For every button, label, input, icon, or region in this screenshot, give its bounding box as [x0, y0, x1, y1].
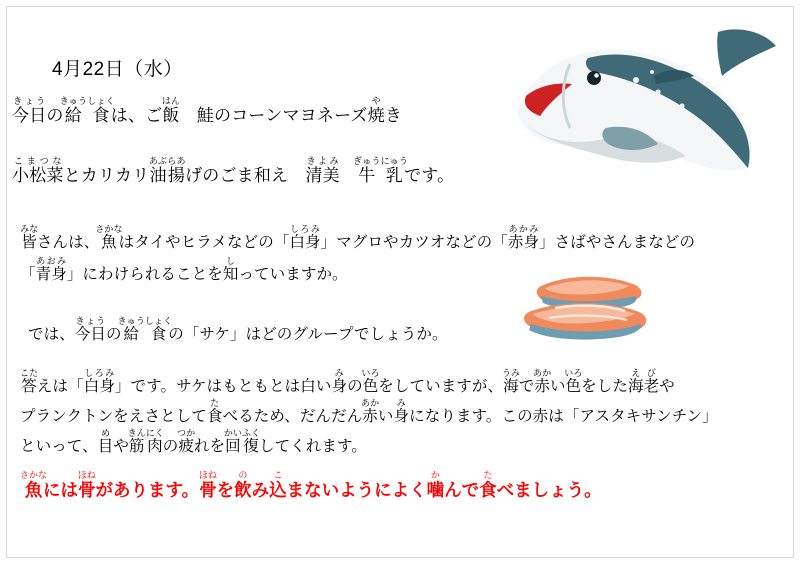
ruby-kyou: 今日きょう — [12, 96, 47, 125]
ruby-shiromi-1: 白身しろみ — [289, 224, 321, 251]
ruby-kyuushoku: 給食きゅうしょく — [59, 96, 115, 125]
body-line-6: といって、目めや筋肉きんにくの疲つかれを回復かいふくしてくれます。 — [20, 428, 367, 455]
date-line: 4月22日（水） — [52, 59, 183, 80]
ruby-ta-2: 食た — [479, 470, 497, 500]
warning-line: 魚さかなには骨ほねがあります。骨ほねを飲のみ込こまないようによく噛かんで食たべましょう。 — [20, 470, 602, 500]
salmon-fillet-illustration — [515, 268, 655, 348]
ruby-aka: 赤あか — [533, 368, 552, 395]
body-line-1: 皆みなさんは、魚さかなはタイやヒラメなどの「白身しろみ」マグロやカツオなどの「赤身あかみ」さばやさんまなどの — [20, 224, 696, 251]
ruby-iro-2: 色いろ — [564, 368, 583, 395]
ruby-shiromi-2: 白身しろみ — [83, 368, 115, 395]
ruby-gyuunyuu: 牛乳ぎゅうにゅう — [353, 156, 409, 185]
ruby-hone: 骨ほね — [77, 470, 96, 500]
ruby-kiyomi: 清美きよみ — [305, 156, 340, 185]
ruby-mi: 身み — [331, 368, 348, 395]
ruby-akami: 赤身あかみ — [507, 224, 540, 251]
ruby-ka: 噛か — [426, 470, 445, 500]
ruby-ebi: 海老えび — [627, 368, 660, 395]
ruby-kota: 答こた — [20, 368, 39, 395]
ruby-han: 飯はん — [161, 96, 181, 125]
body-line-3: では、今日きょうの給食きゅうしょくの「サケ」はどのグループでしょうか。 — [28, 316, 448, 343]
ruby-aomi: 青身あおみ — [35, 256, 67, 283]
body-line-4: 答こたえは「白身しろみ」です。サケはもともとは白い身みの色いろをしていますが、海うみで赤あかい色いろをした海老えびや — [20, 368, 675, 395]
ruby-komatsuna: 小松菜こまつな — [12, 156, 64, 185]
body-line-5: プランクトンをえさとして食たべるため、だんだん赤あかい身みになります。この赤は「アスタキサンチン」 — [20, 398, 718, 425]
ruby-sakana: 魚さかな — [95, 224, 123, 251]
ruby-umi: 海うみ — [501, 368, 521, 395]
ruby-iro: 色いろ — [361, 368, 380, 395]
ruby-kyou-2: 今日きょう — [74, 316, 107, 343]
ruby-no: 飲の — [234, 470, 252, 500]
fish-illustration — [486, 20, 786, 200]
body-line-2: 「青身あおみ」にわけられることを知しっていますか。 — [20, 256, 348, 283]
ruby-ya: 焼や — [367, 96, 385, 125]
ruby-mina: 皆みな — [20, 224, 39, 251]
menu-line-1: 今日きょうの給食きゅうしょくは、ご飯はん 鮭のコーンマヨネーズ焼やき — [12, 96, 403, 125]
ruby-tsuka: 疲つか — [177, 428, 196, 455]
ruby-shi: 知し — [222, 256, 239, 283]
ruby-kyuushoku-2: 給食きゅうしょく — [117, 316, 173, 343]
ruby-aka-2: 赤あか — [361, 398, 380, 425]
ruby-kinniku: 筋肉きんにく — [127, 428, 165, 455]
ruby-mi-2: 身み — [393, 398, 410, 425]
ruby-aburaage: 油揚あぶらあ — [148, 156, 186, 185]
ruby-ko: 込こ — [269, 470, 287, 500]
menu-line-2: 小松菜こまつなとカリカリ油揚あぶらあげのごま和え 清美きよみ 牛乳ぎゅうにゅうです。 — [12, 156, 455, 185]
ruby-hone-2: 骨ほね — [198, 470, 217, 500]
ruby-me: 目め — [97, 428, 114, 455]
ruby-sakana-2: 魚さかな — [20, 470, 48, 500]
ruby-kaifuku: 回復かいふく — [223, 428, 261, 455]
ruby-ta: 食た — [206, 398, 223, 425]
